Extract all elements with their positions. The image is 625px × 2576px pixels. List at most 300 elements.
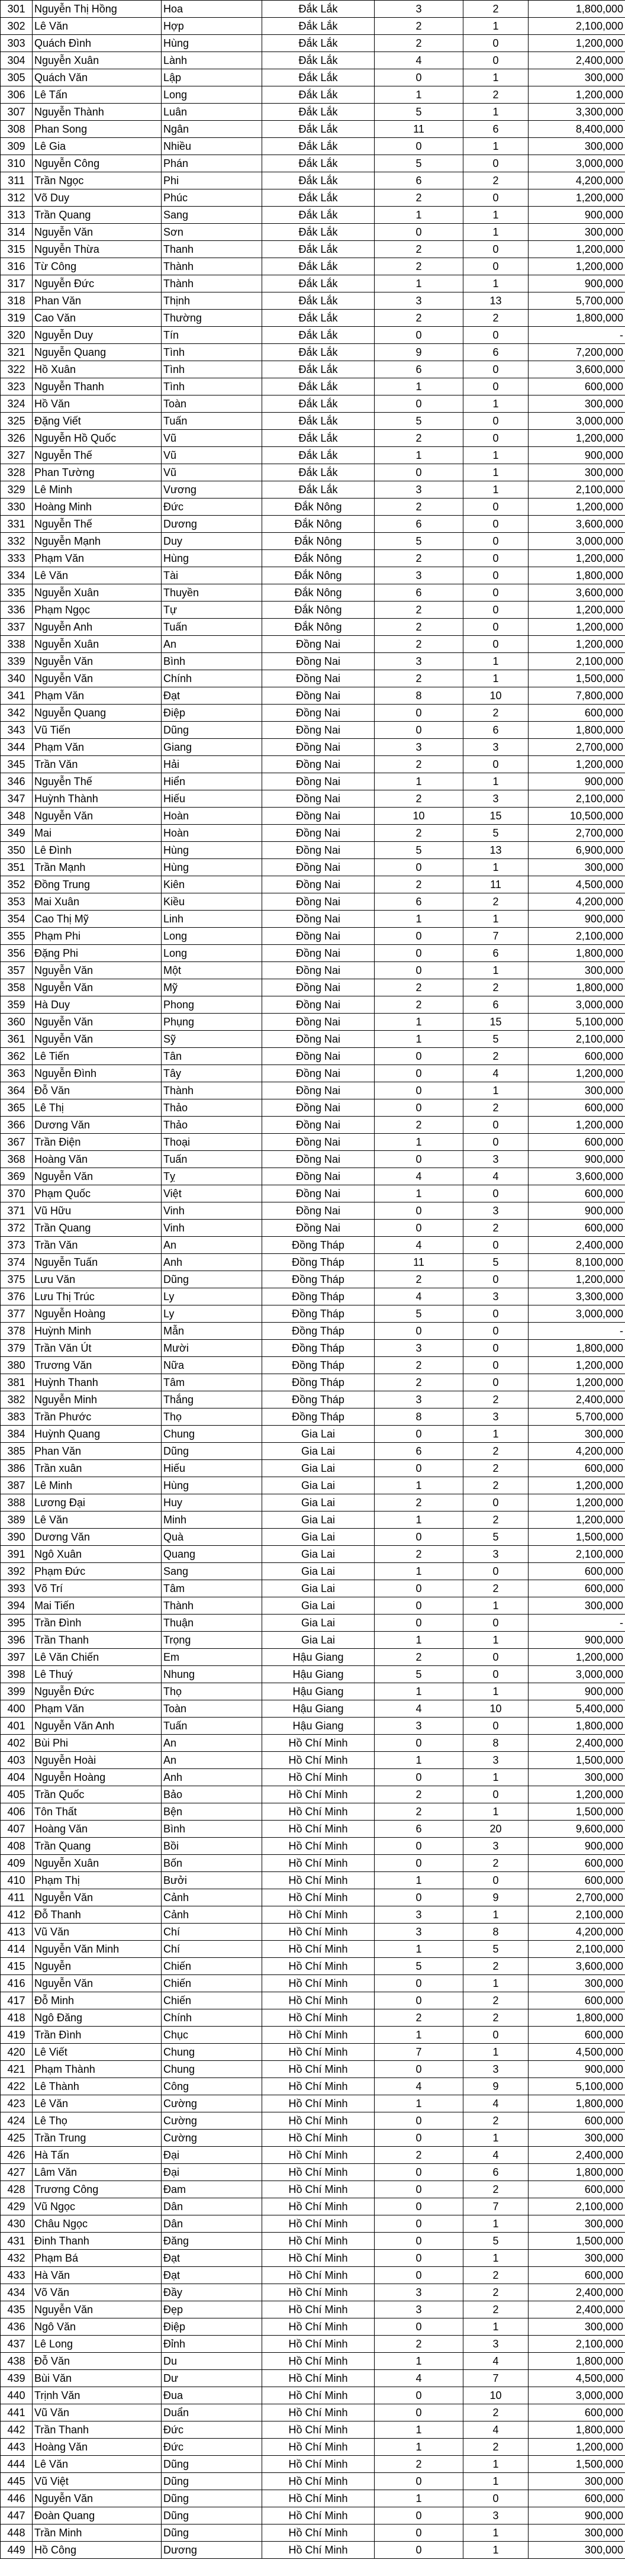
row-number: 410 [1, 1872, 33, 1889]
row-number: 310 [1, 155, 33, 172]
row-number: 403 [1, 1752, 33, 1769]
row-number: 444 [1, 2456, 33, 2473]
row-number: 416 [1, 1975, 33, 1992]
row-number: 329 [1, 481, 33, 499]
given-name-cell: Tuấn [162, 1718, 262, 1735]
given-name-cell: Mười [162, 1340, 262, 1357]
surname-cell: Cao Thị Mỹ [33, 911, 162, 928]
province-cell: Hồ Chí Minh [262, 2250, 375, 2267]
count-a-cell: 4 [375, 1168, 463, 1185]
count-a-cell: 4 [375, 1700, 463, 1718]
table-row [1, 1872, 625, 1889]
given-name-cell: Tình [162, 344, 262, 361]
table-row [1, 1889, 625, 1906]
table-row [1, 86, 625, 104]
amount-cell: 7,200,000 [529, 344, 625, 361]
surname-cell: Huỳnh Thanh [33, 1374, 162, 1391]
province-cell: Hồ Chí Minh [262, 2044, 375, 2061]
table-row [1, 1305, 625, 1323]
amount-cell: 1,500,000 [529, 1752, 625, 1769]
province-cell: Đồng Nai [262, 996, 375, 1014]
surname-cell: Hà Tấn [33, 2147, 162, 2164]
surname-cell: Trần Đình [33, 2027, 162, 2044]
table-row [1, 2233, 625, 2250]
table-row [1, 1151, 625, 1168]
table-row [1, 344, 625, 361]
count-b-cell: 1 [463, 2456, 529, 2473]
province-cell: Đắk Lắk [262, 224, 375, 241]
province-cell: Đắk Nông [262, 584, 375, 602]
count-b-cell: 2 [463, 1391, 529, 1408]
amount-cell: 5,700,000 [529, 1408, 625, 1426]
table-row [1, 1803, 625, 1821]
table-row [1, 2181, 625, 2198]
table-row [1, 2507, 625, 2524]
surname-cell: Nguyễn Anh [33, 619, 162, 636]
table-row [1, 2164, 625, 2181]
table-row [1, 189, 625, 207]
row-number: 371 [1, 1202, 33, 1220]
count-a-cell: 0 [375, 1838, 463, 1855]
province-cell: Gia Lai [262, 1632, 375, 1649]
surname-cell: Phạm Quốc [33, 1185, 162, 1202]
province-cell: Đắk Lắk [262, 86, 375, 104]
count-b-cell: 5 [463, 1031, 529, 1048]
count-b-cell: 0 [463, 413, 529, 430]
count-a-cell: 5 [375, 413, 463, 430]
surname-cell: Nguyễn Xuân [33, 636, 162, 653]
province-cell: Đồng Tháp [262, 1271, 375, 1288]
province-cell: Hồ Chí Minh [262, 2490, 375, 2507]
count-a-cell: 1 [375, 1511, 463, 1529]
surname-cell: Nguyễn Văn [33, 979, 162, 996]
amount-cell: 1,200,000 [529, 1477, 625, 1494]
amount-cell: 600,000 [529, 1134, 625, 1151]
given-name-cell: Đăng [162, 2233, 262, 2250]
count-a-cell: 1 [375, 378, 463, 395]
province-cell: Đồng Tháp [262, 1340, 375, 1357]
amount-cell: 2,100,000 [529, 1546, 625, 1563]
amount-cell: 2,100,000 [529, 2336, 625, 2353]
row-number: 332 [1, 533, 33, 550]
given-name-cell: Bưởi [162, 1872, 262, 1889]
count-b-cell: 0 [463, 550, 529, 567]
given-name-cell: Vũ [162, 430, 262, 447]
count-b-cell: 0 [463, 155, 529, 172]
count-a-cell: 1 [375, 1941, 463, 1958]
amount-cell: 1,200,000 [529, 1271, 625, 1288]
table-row [1, 1185, 625, 1202]
given-name-cell: Tài [162, 567, 262, 584]
surname-cell: Lê Văn [33, 2095, 162, 2112]
row-number: 326 [1, 430, 33, 447]
amount-cell: 3,300,000 [529, 1288, 625, 1305]
count-a-cell: 5 [375, 533, 463, 550]
given-name-cell: Tuấn [162, 413, 262, 430]
surname-cell: Cao Văn [33, 310, 162, 327]
surname-cell: Dương Văn [33, 1117, 162, 1134]
count-a-cell: 4 [375, 2370, 463, 2387]
row-number: 376 [1, 1288, 33, 1305]
province-cell: Hậu Giang [262, 1718, 375, 1735]
amount-cell: 900,000 [529, 773, 625, 790]
count-a-cell: 2 [375, 602, 463, 619]
province-cell: Đồng Nai [262, 756, 375, 773]
province-cell: Gia Lai [262, 1477, 375, 1494]
table-row [1, 241, 625, 258]
count-a-cell: 2 [375, 636, 463, 653]
row-number: 333 [1, 550, 33, 567]
surname-cell: Phạm Văn [33, 550, 162, 567]
table-row [1, 2061, 625, 2078]
count-a-cell: 0 [375, 1202, 463, 1220]
count-b-cell: 2 [463, 172, 529, 189]
province-cell: Đồng Nai [262, 1065, 375, 1082]
count-a-cell: 2 [375, 18, 463, 35]
given-name-cell: Thành [162, 258, 262, 275]
surname-cell: Trần xuân [33, 1460, 162, 1477]
province-cell: Đồng Nai [262, 962, 375, 979]
count-b-cell: 5 [463, 1941, 529, 1958]
province-cell: Hậu Giang [262, 1649, 375, 1666]
amount-cell: 600,000 [529, 1580, 625, 1597]
table-row [1, 1099, 625, 1117]
surname-cell: Nguyễn Xuân [33, 584, 162, 602]
count-b-cell: 10 [463, 1700, 529, 1718]
count-b-cell: 1 [463, 447, 529, 464]
table-row [1, 602, 625, 619]
table-row [1, 207, 625, 224]
row-number: 438 [1, 2353, 33, 2370]
row-number: 439 [1, 2370, 33, 2387]
count-a-cell: 0 [375, 2542, 463, 2559]
given-name-cell: Thành [162, 275, 262, 292]
given-name-cell: Chính [162, 2009, 262, 2027]
count-a-cell: 0 [375, 722, 463, 739]
surname-cell: Phan Tường [33, 464, 162, 481]
count-b-cell: 2 [463, 2009, 529, 2027]
table-row [1, 2404, 625, 2421]
amount-cell: 3,000,000 [529, 155, 625, 172]
count-a-cell: 0 [375, 1615, 463, 1632]
row-number: 408 [1, 1838, 33, 1855]
given-name-cell: An [162, 1735, 262, 1752]
province-cell: Hồ Chí Minh [262, 1872, 375, 1889]
row-number: 422 [1, 2078, 33, 2095]
count-a-cell: 0 [375, 2318, 463, 2336]
count-a-cell: 0 [375, 2267, 463, 2284]
table-row [1, 1323, 625, 1340]
amount-cell: 600,000 [529, 2027, 625, 2044]
surname-cell: Nguyễn [33, 1958, 162, 1975]
surname-cell: Phạm Thành [33, 2061, 162, 2078]
surname-cell: Lê Tiến [33, 1048, 162, 1065]
count-b-cell: 6 [463, 945, 529, 962]
count-b-cell: 6 [463, 344, 529, 361]
surname-cell: Trần Phước [33, 1408, 162, 1426]
amount-cell: 2,100,000 [529, 928, 625, 945]
amount-cell: 600,000 [529, 2490, 625, 2507]
count-a-cell: 0 [375, 2524, 463, 2542]
province-cell: Đắk Nông [262, 550, 375, 567]
province-cell: Hồ Chí Minh [262, 2542, 375, 2559]
province-cell: Hồ Chí Minh [262, 2404, 375, 2421]
surname-cell: Phạm Phi [33, 928, 162, 945]
count-a-cell: 0 [375, 138, 463, 155]
given-name-cell: Đạt [162, 687, 262, 705]
table-row [1, 361, 625, 378]
province-cell: Đắk Nông [262, 567, 375, 584]
province-cell: Đồng Nai [262, 859, 375, 876]
surname-cell: Đồng Trung [33, 876, 162, 893]
row-number: 427 [1, 2164, 33, 2181]
given-name-cell: Trọng [162, 1632, 262, 1649]
given-name-cell: Cường [162, 2112, 262, 2130]
province-cell: Hồ Chí Minh [262, 2456, 375, 2473]
count-a-cell: 0 [375, 705, 463, 722]
row-number: 318 [1, 292, 33, 310]
row-number: 360 [1, 1014, 33, 1031]
province-cell: Đắk Lắk [262, 172, 375, 189]
row-number: 319 [1, 310, 33, 327]
row-number: 301 [1, 1, 33, 18]
province-cell: Đắk Lắk [262, 413, 375, 430]
given-name-cell: Toàn [162, 1700, 262, 1718]
province-cell: Đắk Lắk [262, 155, 375, 172]
count-a-cell: 0 [375, 2387, 463, 2404]
count-b-cell: 2 [463, 705, 529, 722]
amount-cell: 1,800,000 [529, 2095, 625, 2112]
table-row [1, 1288, 625, 1305]
given-name-cell: Tây [162, 1065, 262, 1082]
province-cell: Hồ Chí Minh [262, 1838, 375, 1855]
row-number: 321 [1, 344, 33, 361]
count-a-cell: 2 [375, 258, 463, 275]
count-b-cell: 1 [463, 1683, 529, 1700]
row-number: 400 [1, 1700, 33, 1718]
row-number: 426 [1, 2147, 33, 2164]
count-a-cell: 5 [375, 1305, 463, 1323]
given-name-cell: Hùng [162, 1477, 262, 1494]
count-a-cell: 0 [375, 1769, 463, 1786]
surname-cell: Trần Thanh [33, 1632, 162, 1649]
count-b-cell: 1 [463, 1906, 529, 1924]
count-a-cell: 2 [375, 1786, 463, 1803]
count-a-cell: 1 [375, 1683, 463, 1700]
count-b-cell: 0 [463, 430, 529, 447]
amount-cell: 1,200,000 [529, 189, 625, 207]
row-number: 322 [1, 361, 33, 378]
province-cell: Đắk Lắk [262, 275, 375, 292]
province-cell: Đắk Lắk [262, 327, 375, 344]
count-b-cell: 2 [463, 2284, 529, 2301]
row-number: 314 [1, 224, 33, 241]
given-name-cell: Sang [162, 1563, 262, 1580]
count-a-cell: 0 [375, 2215, 463, 2233]
count-b-cell: 2 [463, 86, 529, 104]
amount-cell: 1,200,000 [529, 86, 625, 104]
surname-cell: Đỗ Văn [33, 1082, 162, 1099]
given-name-cell: Dương [162, 2542, 262, 2559]
row-number: 436 [1, 2318, 33, 2336]
table-row [1, 1271, 625, 1288]
amount-cell: 5,100,000 [529, 1014, 625, 1031]
amount-cell: 2,100,000 [529, 1941, 625, 1958]
table-row [1, 1031, 625, 1048]
count-b-cell: 0 [463, 327, 529, 344]
given-name-cell: Chính [162, 670, 262, 687]
row-number: 420 [1, 2044, 33, 2061]
surname-cell: Quách Đình [33, 35, 162, 52]
given-name-cell: Tỵ [162, 1168, 262, 1185]
amount-cell: 900,000 [529, 2061, 625, 2078]
table-row [1, 1220, 625, 1237]
given-name-cell: An [162, 636, 262, 653]
surname-cell: Nguyễn Thế [33, 516, 162, 533]
count-b-cell: 0 [463, 567, 529, 584]
surname-cell: Nguyễn Thị Hồng [33, 1, 162, 18]
count-b-cell: 13 [463, 842, 529, 859]
row-number: 337 [1, 619, 33, 636]
province-cell: Đồng Nai [262, 1185, 375, 1202]
amount-cell: 300,000 [529, 2215, 625, 2233]
given-name-cell: Bảo [162, 1786, 262, 1803]
count-a-cell: 6 [375, 361, 463, 378]
given-name-cell: Long [162, 945, 262, 962]
given-name-cell: Hiếu [162, 790, 262, 808]
given-name-cell: Chí [162, 1941, 262, 1958]
count-b-cell: 1 [463, 2250, 529, 2267]
surname-cell: Nguyễn Văn [33, 1031, 162, 1048]
count-b-cell: 5 [463, 2233, 529, 2250]
given-name-cell: Ly [162, 1288, 262, 1305]
province-cell: Hồ Chí Minh [262, 2421, 375, 2439]
count-b-cell: 0 [463, 258, 529, 275]
count-b-cell: 9 [463, 2078, 529, 2095]
count-b-cell: 15 [463, 1014, 529, 1031]
amount-cell: 3,000,000 [529, 2387, 625, 2404]
province-cell: Đắk Lắk [262, 258, 375, 275]
given-name-cell: Hoa [162, 1, 262, 18]
count-b-cell: 2 [463, 2301, 529, 2318]
surname-cell: Trần Văn [33, 756, 162, 773]
table-row [1, 310, 625, 327]
row-number: 336 [1, 602, 33, 619]
count-b-cell: 6 [463, 996, 529, 1014]
amount-cell: 300,000 [529, 464, 625, 481]
count-a-cell: 0 [375, 2198, 463, 2215]
row-number: 448 [1, 2524, 33, 2542]
province-cell: Đồng Nai [262, 739, 375, 756]
given-name-cell: Cường [162, 2095, 262, 2112]
given-name-cell: Mỹ [162, 979, 262, 996]
amount-cell: 4,200,000 [529, 893, 625, 911]
row-number: 356 [1, 945, 33, 962]
surname-cell: Nguyễn Thành [33, 104, 162, 121]
table-row [1, 1718, 625, 1735]
province-cell: Đồng Nai [262, 1082, 375, 1099]
surname-cell: Mai [33, 825, 162, 842]
count-b-cell: 0 [463, 1237, 529, 1254]
amount-cell: 5,400,000 [529, 1700, 625, 1718]
count-b-cell: 0 [463, 1649, 529, 1666]
count-b-cell: 3 [463, 1202, 529, 1220]
row-number: 437 [1, 2336, 33, 2353]
surname-cell: Nguyễn Văn [33, 2301, 162, 2318]
count-b-cell: 0 [463, 1323, 529, 1340]
given-name-cell: Sang [162, 207, 262, 224]
table-row [1, 533, 625, 550]
count-a-cell: 5 [375, 1666, 463, 1683]
count-a-cell: 0 [375, 1323, 463, 1340]
amount-cell: 7,800,000 [529, 687, 625, 705]
province-cell: Đắk Lắk [262, 292, 375, 310]
row-number: 320 [1, 327, 33, 344]
count-a-cell: 2 [375, 2336, 463, 2353]
count-a-cell: 0 [375, 1220, 463, 1237]
given-name-cell: Dũng [162, 722, 262, 739]
given-name-cell: Chiến [162, 1992, 262, 2009]
count-a-cell: 2 [375, 1649, 463, 1666]
given-name-cell: Mẫn [162, 1323, 262, 1340]
amount-cell: 1,200,000 [529, 756, 625, 773]
given-name-cell: Dương [162, 516, 262, 533]
row-number: 351 [1, 859, 33, 876]
table-row [1, 2421, 625, 2439]
table-row [1, 2147, 625, 2164]
province-cell: Đắk Lắk [262, 189, 375, 207]
count-b-cell: 0 [463, 1117, 529, 1134]
amount-cell: 300,000 [529, 2130, 625, 2147]
count-a-cell: 1 [375, 1031, 463, 1048]
count-a-cell: 3 [375, 2284, 463, 2301]
province-cell: Đồng Nai [262, 1099, 375, 1117]
count-a-cell: 1 [375, 773, 463, 790]
table-row [1, 1941, 625, 1958]
province-cell: Hồ Chí Minh [262, 2301, 375, 2318]
count-b-cell: 1 [463, 670, 529, 687]
surname-cell: Lương Đại [33, 1494, 162, 1511]
surname-cell: Nguyễn Văn [33, 1168, 162, 1185]
table-row [1, 722, 625, 739]
given-name-cell: Chung [162, 1426, 262, 1443]
count-b-cell: 2 [463, 1992, 529, 2009]
table-row [1, 1769, 625, 1786]
amount-cell: 4,500,000 [529, 876, 625, 893]
table-row [1, 1460, 625, 1477]
count-a-cell: 0 [375, 928, 463, 945]
row-number: 304 [1, 52, 33, 69]
count-b-cell: 8 [463, 1735, 529, 1752]
surname-cell: Nguyễn Thế [33, 447, 162, 464]
surname-cell: Lê Văn [33, 2456, 162, 2473]
given-name-cell: Bồi [162, 1838, 262, 1855]
given-name-cell: Duy [162, 533, 262, 550]
row-number: 378 [1, 1323, 33, 1340]
count-b-cell: 0 [463, 52, 529, 69]
province-cell: Đắk Lắk [262, 447, 375, 464]
surname-cell: Nguyễn Đình [33, 1065, 162, 1082]
count-a-cell: 0 [375, 1082, 463, 1099]
given-name-cell: Bình [162, 1821, 262, 1838]
province-cell: Hồ Chí Minh [262, 2336, 375, 2353]
given-name-cell: Chung [162, 2061, 262, 2078]
count-b-cell: 3 [463, 739, 529, 756]
given-name-cell: Bốn [162, 1855, 262, 1872]
count-a-cell: 8 [375, 1408, 463, 1426]
province-cell: Đồng Nai [262, 928, 375, 945]
table-row [1, 2198, 625, 2215]
